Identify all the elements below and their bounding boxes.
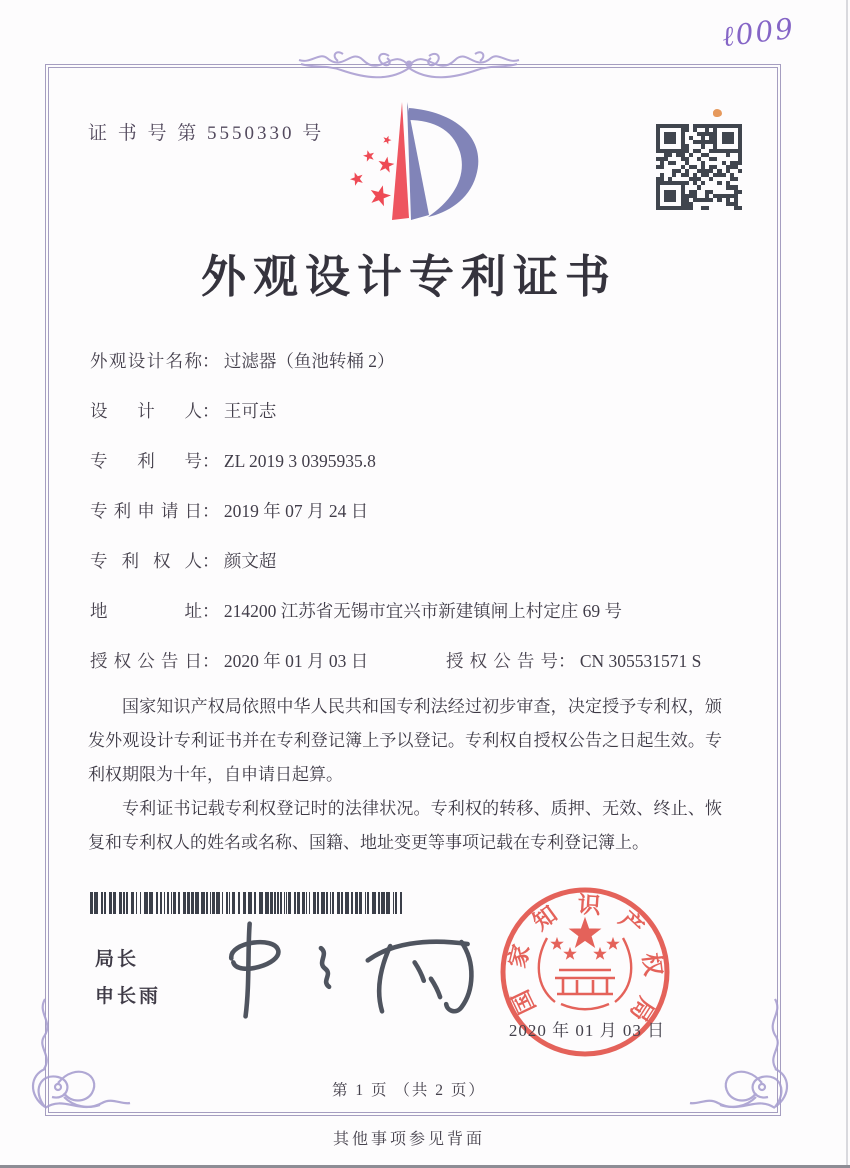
field-label: 设计人 [90, 401, 202, 421]
barcode [90, 892, 402, 914]
signer-name: 申长雨 [95, 986, 162, 1007]
signer-title: 局长 [95, 949, 140, 970]
grant-no-value: CN 305531571 S [579, 651, 702, 671]
field-label: 地址 [90, 601, 202, 621]
certificate-number: 证 书 号 第 5550330 号 [88, 123, 325, 144]
body-paragraph-1: 国家知识产权局依照中华人民共和国专利法经过初步审查，决定授予专利权，颁发外观设计专利证书并在专利登记簿上予以登记。专利权自授权公告之日起生效。专利权期限为十年，自申请日起算。 [88, 697, 722, 784]
grant-date-value: 2020 年 01 月 03 日 [223, 651, 369, 671]
field-row-grant: 授权公告日： 2020 年 01 月 03 日 授权公告号： CN 305531571 S [90, 648, 740, 675]
back-note: 其他事项参见背面 [332, 1131, 485, 1148]
field-label: 授权公告号 [446, 651, 558, 671]
field-label: 授权公告日 [90, 651, 202, 671]
field-row-patentee: 专利权人： 颜文超 [90, 548, 740, 575]
field-value: ZL 2019 3 0395935.8 [223, 451, 376, 471]
page-indicator: 第 1 页 （共 2 页） [332, 1082, 486, 1099]
legal-text-block [88, 690, 722, 860]
field-list [90, 348, 740, 698]
field-row-patent-no: 专利号： ZL 2019 3 0395935.8 [90, 448, 740, 475]
cnipa-logo-icon [330, 96, 510, 236]
field-value: 214200 江苏省无锡市宜兴市新建镇闸上村定庄 69 号 [223, 601, 622, 621]
field-row-design-name: 外观设计名称： 过滤器（鱼池转桶 2） [90, 348, 740, 375]
seal-text: 国家知识产权局 [504, 892, 666, 1026]
field-label: 外观设计名称 [90, 351, 202, 371]
field-row-address: 地址： 214200 江苏省无锡市宜兴市新建镇闸上村定庄 69 号 [90, 598, 740, 625]
field-label: 专利权人 [90, 551, 202, 571]
field-value: 过滤器（鱼池转桶 2） [223, 351, 395, 371]
field-label: 专利号 [90, 451, 202, 471]
body-paragraph-2: 专利证书记载专利权登记时的法律状况。专利权的转移、质押、无效、终止、恢复和专利权人的姓名或名称、国籍、地址变更等事项记载在专利登记簿上。 [88, 799, 722, 852]
handwritten-note: ℓ009 [720, 11, 797, 54]
field-value: 2019 年 07 月 24 日 [223, 501, 369, 521]
ink-dot [713, 109, 722, 117]
field-row-designer: 设计人： 王可志 [90, 398, 740, 425]
field-value: 王可志 [223, 401, 277, 421]
seal-date: 2020 年 01 月 03 日 [508, 1021, 666, 1040]
handwritten-signature-icon [215, 916, 490, 1021]
field-value: 颜文超 [223, 551, 277, 571]
field-label: 专利申请日 [90, 501, 202, 521]
qr-code [656, 124, 742, 210]
field-row-filing-date: 专利申请日： 2019 年 07 月 24 日 [90, 498, 740, 525]
certificate-title: 外观设计专利证书 [200, 252, 617, 302]
